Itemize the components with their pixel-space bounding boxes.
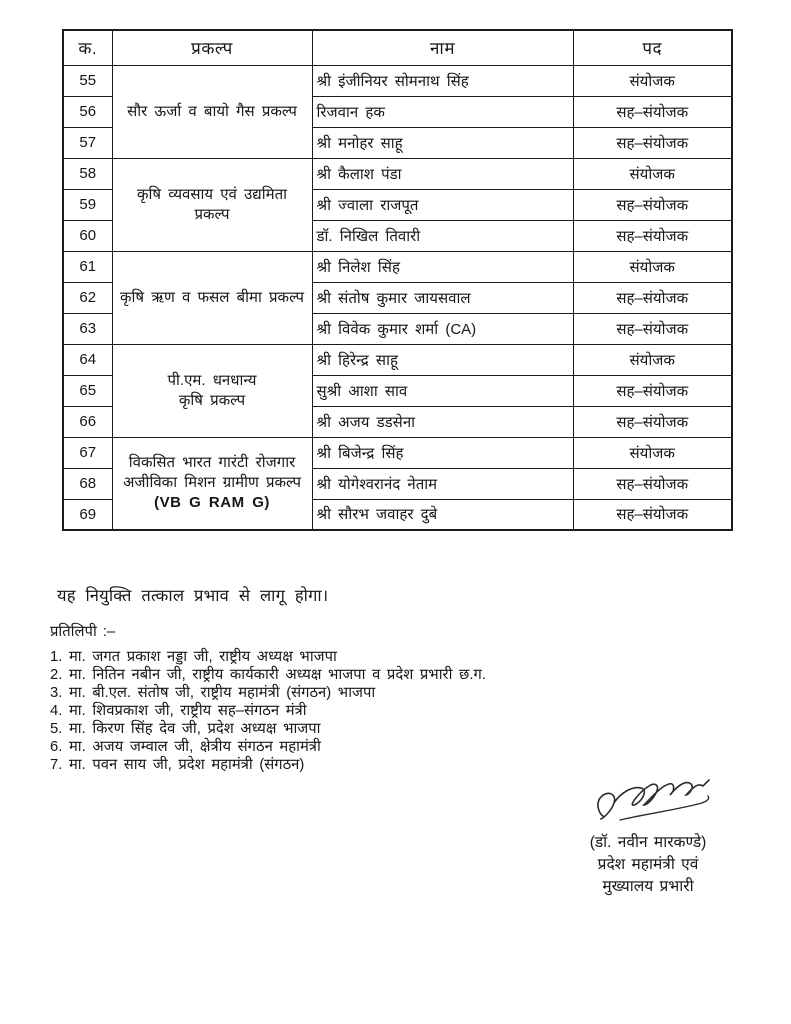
post-cell: सह–संयोजक	[573, 127, 732, 158]
project-line: कृषि व्यवसाय एवं उद्यमिता प्रकल्प	[136, 185, 288, 223]
post-cell: सह–संयोजक	[573, 282, 732, 313]
name-cell: रिजवान हक	[312, 96, 573, 127]
project-line: विकसित भारत गारंटी रोजगार	[128, 454, 296, 472]
post-cell: सह–संयोजक	[573, 468, 732, 499]
post-cell: सह–संयोजक	[573, 499, 732, 530]
copy-item: 4. मा. शिवप्रकाश जी, राष्ट्रीय सह–संगठन मंत्री	[50, 703, 307, 719]
serial-cell: 60	[63, 220, 112, 251]
post-cell: सह–संयोजक	[573, 96, 732, 127]
project-line: अजीविका मिशन ग्रामीण प्रकल्प	[122, 474, 302, 492]
serial-cell: 62	[63, 282, 112, 313]
project-line: कृषि ऋण व फसल बीमा प्रकल्प	[119, 288, 305, 306]
serial-cell: 58	[63, 158, 112, 189]
project-cell	[112, 344, 312, 437]
serial-cell: 57	[63, 127, 112, 158]
serial-cell: 63	[63, 313, 112, 344]
copies-list	[50, 648, 486, 774]
copy-item: 7. मा. पवन साय जी, प्रदेश महामंत्री (संगठन)	[50, 757, 305, 773]
signature-scribble	[590, 773, 720, 828]
post-cell: सह–संयोजक	[573, 189, 732, 220]
table-row	[63, 437, 732, 468]
post-cell: सह–संयोजक	[573, 220, 732, 251]
copy-item: 2. मा. नितिन नबीन जी, राष्ट्रीय कार्यकारी अध्यक्ष भाजपा व प्रदेश प्रभारी छ.ग.	[50, 667, 486, 683]
serial-cell: 61	[63, 251, 112, 282]
name-cell: डॉ. निखिल तिवारी	[312, 220, 573, 251]
name-cell: श्री विवेक कुमार शर्मा (CA)	[312, 313, 573, 344]
copy-item: 5. मा. किरण सिंह देव जी, प्रदेश अध्यक्ष भाजपा	[50, 721, 321, 737]
serial-cell: 59	[63, 189, 112, 220]
table-body	[63, 65, 732, 530]
copies-section	[50, 621, 486, 774]
post-cell: सह–संयोजक	[573, 313, 732, 344]
table-row	[63, 344, 732, 375]
signatory-name: (डॉ. नवीन मारकण्डे)	[589, 834, 707, 851]
serial-cell: 56	[63, 96, 112, 127]
project-line: (VB G RAM G)	[154, 494, 270, 512]
name-cell: श्री बिजेन्द्र सिंह	[312, 437, 573, 468]
appointments-table	[62, 29, 733, 531]
serial-cell: 67	[63, 437, 112, 468]
name-cell: श्री संतोष कुमार जायसवाल	[312, 282, 573, 313]
post-cell: सह–संयोजक	[573, 375, 732, 406]
name-cell: श्री योगेश्वरानंद नेताम	[312, 468, 573, 499]
header-cell-name: नाम	[312, 30, 573, 65]
signatory-title-line1: प्रदेश महामंत्री एवं	[597, 856, 699, 873]
post-cell: संयोजक	[573, 437, 732, 468]
copy-item: 3. मा. बी.एल. संतोष जी, राष्ट्रीय महामंत्री (संगठन) भाजपा	[50, 685, 376, 701]
name-cell: श्री हिरेन्द्र साहू	[312, 344, 573, 375]
copies-heading: प्रतिलिपी :–	[50, 624, 116, 640]
header-cell-serial: क.	[63, 30, 112, 65]
project-cell	[112, 437, 312, 530]
serial-cell: 64	[63, 344, 112, 375]
effective-note: यह नियुक्ति तत्काल प्रभाव से लागू होगा।	[57, 587, 329, 605]
serial-cell: 65	[63, 375, 112, 406]
post-cell: संयोजक	[573, 158, 732, 189]
table-row	[63, 65, 732, 96]
table-header-row	[63, 30, 732, 65]
name-cell: श्री ज्वाला राजपूत	[312, 189, 573, 220]
table-row	[63, 251, 732, 282]
serial-cell: 55	[63, 65, 112, 96]
header-cell-project: प्रकल्प	[112, 30, 312, 65]
serial-cell: 68	[63, 468, 112, 499]
signatory-block	[552, 832, 744, 898]
project-cell	[112, 65, 312, 158]
name-cell: श्री निलेश सिंह	[312, 251, 573, 282]
name-cell: श्री सौरभ जवाहर दुबे	[312, 499, 573, 530]
name-cell: श्री अजय डडसेना	[312, 406, 573, 437]
post-cell: सह–संयोजक	[573, 406, 732, 437]
project-line: पी.एम. धनधान्य	[167, 371, 257, 389]
post-cell: संयोजक	[573, 344, 732, 375]
name-cell: श्री इंजीनियर सोमनाथ सिंह	[312, 65, 573, 96]
serial-cell: 66	[63, 406, 112, 437]
name-cell: सुश्री आशा साव	[312, 375, 573, 406]
signatory-title-line2: मुख्यालय प्रभारी	[602, 878, 694, 895]
project-cell	[112, 251, 312, 344]
project-cell	[112, 158, 312, 251]
table-row	[63, 158, 732, 189]
header-cell-post: पद	[573, 30, 732, 65]
serial-cell: 69	[63, 499, 112, 530]
post-cell: संयोजक	[573, 251, 732, 282]
project-line: कृषि प्रकल्प	[178, 391, 246, 409]
project-line: सौर ऊर्जा व बायो गैस प्रकल्प	[127, 102, 297, 120]
copy-item: 1. मा. जगत प्रकाश नड्डा जी, राष्ट्रीय अध्यक्ष भाजपा	[50, 649, 337, 665]
post-cell: संयोजक	[573, 65, 732, 96]
copy-item: 6. मा. अजय जम्वाल जी, क्षेत्रीय संगठन महामंत्री	[50, 739, 321, 755]
name-cell: श्री कैलाश पंडा	[312, 158, 573, 189]
name-cell: श्री मनोहर साहू	[312, 127, 573, 158]
